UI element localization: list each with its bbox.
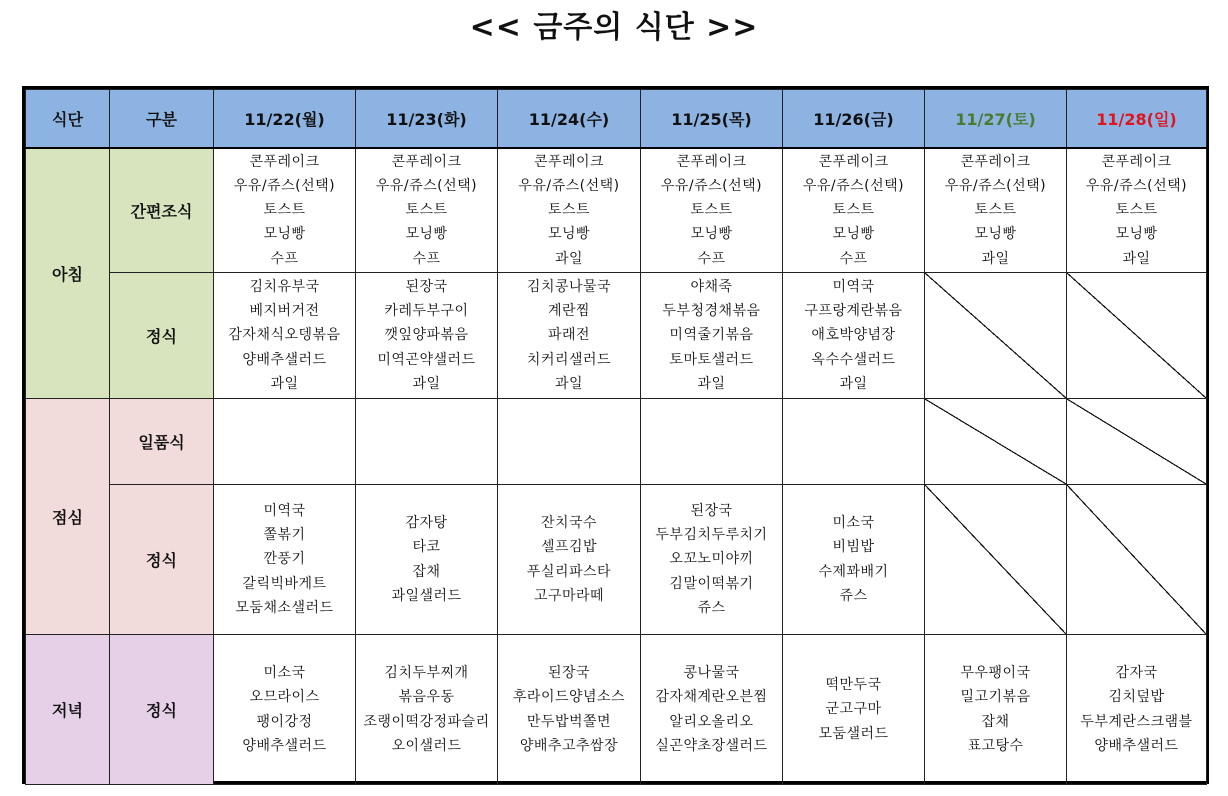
header-day-sunday: 11/28(일) — [1067, 90, 1207, 148]
menu-cell — [783, 273, 925, 399]
menu-item: 모둠샐러드 — [818, 725, 889, 742]
meal-label-lunch: 점심 — [26, 399, 110, 635]
menu-item: 양배추샐러드 — [1094, 737, 1179, 754]
header-day: 11/25(목) — [641, 90, 783, 148]
menu-item: 토스트 — [405, 202, 448, 219]
menu-items — [498, 275, 640, 396]
menu-item: 김말이떡볶기 — [669, 575, 754, 592]
menu-cell — [641, 148, 783, 273]
menu-item: 만두밥벅쫄면 — [526, 713, 612, 730]
menu-item: 토스트 — [1115, 202, 1158, 219]
menu-cell — [356, 635, 498, 785]
menu-items — [783, 673, 924, 746]
menu-cell — [214, 148, 356, 273]
menu-cell — [214, 635, 356, 785]
menu-cell — [498, 148, 641, 273]
menu-cell — [783, 485, 925, 635]
menu-item: 볶음우동 — [398, 689, 455, 706]
menu-item: 우유/쥬스(선택) — [802, 177, 905, 194]
menu-items — [783, 150, 924, 271]
menu-items — [641, 275, 782, 396]
menu-item: 토스트 — [690, 202, 733, 219]
menu-items — [214, 275, 355, 396]
menu-item: 과일 — [554, 250, 584, 267]
empty-menu-cell — [783, 399, 925, 485]
empty-menu-cell — [498, 399, 641, 485]
menu-item: 카레두부구이 — [384, 303, 469, 320]
weekly-menu-table — [25, 89, 1207, 785]
menu-item: 토스트 — [974, 202, 1017, 219]
menu-cell — [1067, 635, 1207, 785]
menu-item: 콘푸레이크 — [1101, 153, 1172, 170]
menu-item: 콩나물국 — [683, 664, 740, 681]
header-day: 11/23(화) — [356, 90, 498, 148]
menu-item: 잡채 — [412, 563, 441, 580]
menu-item: 두부계란스크램블 — [1080, 713, 1193, 730]
menu-items — [783, 511, 924, 608]
menu-item: 후라이드양념소스 — [512, 689, 626, 706]
meal-type-label: 일품식 — [110, 399, 214, 485]
menu-item: 감자채계란오븐찜 — [655, 689, 768, 706]
menu-item: 무우팽이국 — [960, 664, 1031, 681]
menu-item: 오이샐러드 — [391, 737, 462, 754]
menu-items — [356, 150, 497, 271]
header-type-col: 구분 — [110, 90, 214, 148]
no-service-cell — [1067, 485, 1207, 635]
menu-item: 감자채식오뎅볶음 — [228, 327, 341, 344]
page-title: << 금주의 식단 >> — [469, 10, 759, 45]
empty-menu-cell — [356, 399, 498, 485]
menu-item: 옥수수샐러드 — [811, 351, 896, 368]
menu-item: 구프랑계란볶음 — [804, 303, 903, 320]
menu-row-breakfast-1 — [26, 273, 1207, 399]
header-day: 11/26(금) — [783, 90, 925, 148]
menu-item: 수제꽈배기 — [818, 563, 889, 580]
menu-items — [783, 275, 924, 396]
menu-item: 밀고기볶음 — [960, 689, 1031, 706]
menu-cell — [498, 273, 641, 399]
menu-items — [641, 150, 782, 271]
menu-item: 김치덮밥 — [1108, 689, 1165, 706]
menu-row-breakfast-0 — [26, 148, 1207, 273]
menu-item: 콘푸레이크 — [249, 153, 320, 170]
menu-items — [214, 150, 355, 271]
menu-items — [356, 661, 497, 758]
header-day: 11/24(수) — [498, 90, 641, 148]
header-row — [26, 90, 1207, 148]
menu-cell — [214, 485, 356, 635]
menu-item: 모닝빵 — [405, 226, 448, 243]
menu-cell — [783, 148, 925, 273]
menu-cell — [925, 148, 1067, 273]
menu-item: 과일 — [981, 250, 1010, 267]
menu-items — [925, 150, 1066, 271]
menu-item: 푸실리파스타 — [526, 563, 612, 580]
menu-item: 과일 — [270, 375, 299, 392]
menu-item: 된장국 — [547, 664, 591, 681]
menu-item: 떡만두국 — [825, 677, 882, 694]
menu-cell — [498, 635, 641, 785]
menu-item: 토마토샐러드 — [669, 351, 754, 368]
meal-type-label: 정식 — [110, 635, 214, 785]
menu-item: 알리오올리오 — [669, 713, 754, 730]
menu-item: 수프 — [697, 250, 726, 267]
menu-item: 과일샐러드 — [391, 587, 462, 604]
menu-item: 우유/쥬스(선택) — [1085, 177, 1188, 194]
menu-item: 된장국 — [690, 502, 733, 519]
menu-item: 표고탕수 — [967, 737, 1024, 754]
menu-item: 미역줄기볶음 — [669, 327, 754, 344]
menu-items — [356, 511, 497, 608]
menu-item: 비빔밥 — [832, 539, 875, 556]
menu-item: 우유/쥬스(선택) — [518, 177, 620, 194]
menu-item: 우유/쥬스(선택) — [375, 177, 478, 194]
meal-type-label: 정식 — [110, 485, 214, 635]
menu-items — [1067, 150, 1206, 271]
menu-item: 모닝빵 — [832, 226, 875, 243]
menu-item: 과일 — [412, 375, 441, 392]
menu-item: 미소국 — [832, 514, 875, 531]
menu-item: 오므라이스 — [249, 689, 320, 706]
menu-table-frame — [22, 86, 1209, 784]
no-service-cell — [1067, 399, 1207, 485]
menu-item: 쥬스 — [839, 587, 868, 604]
menu-item: 두부김치두루치기 — [655, 527, 768, 544]
menu-cell — [498, 485, 641, 635]
menu-row-lunch-1 — [26, 485, 1207, 635]
header-meal-col: 식단 — [26, 90, 110, 148]
menu-item: 감자국 — [1115, 664, 1158, 681]
menu-items — [925, 661, 1066, 758]
menu-item: 김치콩나물국 — [526, 278, 612, 295]
menu-cell — [783, 635, 925, 785]
menu-cell — [1067, 148, 1207, 273]
menu-item: 오꼬노미야끼 — [669, 551, 754, 568]
header-day: 11/22(월) — [214, 90, 356, 148]
menu-cell — [356, 273, 498, 399]
menu-item: 미소국 — [263, 664, 306, 681]
menu-item: 토스트 — [547, 202, 591, 219]
menu-items — [356, 275, 497, 396]
menu-item: 수프 — [270, 250, 299, 267]
menu-items — [1067, 661, 1206, 758]
menu-item: 모닝빵 — [690, 226, 733, 243]
no-service-cell — [1067, 273, 1207, 399]
menu-item: 양배추고추쌈장 — [519, 737, 619, 754]
menu-item: 갈릭빅바게트 — [242, 575, 327, 592]
menu-body — [26, 148, 1207, 785]
menu-item: 야채죽 — [690, 278, 733, 295]
header-day-saturday: 11/27(토) — [925, 90, 1067, 148]
menu-item: 팽이강정 — [256, 713, 313, 730]
menu-item: 토스트 — [832, 202, 875, 219]
menu-items — [498, 150, 640, 271]
menu-item: 된장국 — [405, 278, 448, 295]
menu-item: 우유/쥬스(선택) — [944, 177, 1047, 194]
menu-item: 콘푸레이크 — [960, 153, 1031, 170]
menu-item: 김치유부국 — [249, 278, 320, 295]
menu-item: 양배추샐러드 — [242, 737, 327, 754]
menu-item: 조랭이떡강정파슬리 — [363, 713, 490, 730]
menu-item: 김치두부찌개 — [384, 664, 469, 681]
menu-item: 콘푸레이크 — [533, 153, 605, 170]
meal-type-label: 간편조식 — [110, 148, 214, 273]
menu-item: 미역국 — [263, 502, 306, 519]
menu-item: 실곤약초장샐러드 — [655, 737, 768, 754]
menu-item: 과일 — [697, 375, 726, 392]
menu-cell — [641, 273, 783, 399]
menu-items — [214, 661, 355, 758]
menu-item: 감자탕 — [405, 514, 448, 531]
menu-item: 콘푸레이크 — [391, 153, 462, 170]
no-service-cell — [925, 485, 1067, 635]
menu-items — [498, 511, 640, 608]
menu-item: 수프 — [412, 250, 441, 267]
menu-item: 쫄볶기 — [263, 527, 306, 544]
menu-item: 타코 — [412, 539, 441, 556]
menu-item: 쥬스 — [697, 599, 726, 616]
empty-menu-cell — [641, 399, 783, 485]
menu-item: 수프 — [839, 250, 868, 267]
menu-item: 계란찜 — [547, 303, 591, 320]
menu-item: 깐풍기 — [263, 551, 306, 568]
menu-cell — [925, 635, 1067, 785]
menu-item: 과일 — [1122, 250, 1151, 267]
menu-item: 미역국 — [832, 278, 875, 295]
menu-item: 양배추샐러드 — [242, 351, 327, 368]
menu-item: 고구마라떼 — [533, 587, 605, 604]
menu-item: 과일 — [554, 375, 584, 392]
menu-item: 모닝빵 — [263, 226, 306, 243]
menu-item: 과일 — [839, 375, 868, 392]
menu-item: 토스트 — [263, 202, 306, 219]
menu-items — [641, 499, 782, 620]
meal-type-label: 정식 — [110, 273, 214, 399]
menu-items — [214, 499, 355, 620]
menu-cell — [641, 635, 783, 785]
no-service-cell — [925, 399, 1067, 485]
no-service-cell — [925, 273, 1067, 399]
menu-cell — [641, 485, 783, 635]
menu-item: 모둠채소샐러드 — [235, 599, 334, 616]
menu-item: 잡채 — [981, 713, 1010, 730]
menu-cell — [214, 273, 356, 399]
menu-item: 콘푸레이크 — [818, 153, 889, 170]
menu-item: 미역곤약샐러드 — [377, 351, 476, 368]
menu-row-dinner-0 — [26, 635, 1207, 785]
menu-items — [641, 661, 782, 758]
menu-cell — [356, 148, 498, 273]
menu-item: 깻잎양파볶음 — [384, 327, 469, 344]
menu-item: 파래전 — [547, 327, 591, 344]
menu-item: 모닝빵 — [547, 226, 591, 243]
menu-item: 모닝빵 — [1115, 226, 1158, 243]
menu-item: 두부청경채볶음 — [662, 303, 761, 320]
menu-row-lunch-0 — [26, 399, 1207, 485]
menu-item: 우유/쥬스(선택) — [233, 177, 336, 194]
empty-menu-cell — [214, 399, 356, 485]
menu-item: 치커리샐러드 — [526, 351, 612, 368]
menu-item: 군고구마 — [825, 701, 882, 718]
meal-label-dinner: 저녁 — [26, 635, 110, 785]
menu-item: 잔치국수 — [540, 514, 598, 531]
menu-item: 콘푸레이크 — [676, 153, 747, 170]
menu-item: 셀프김밥 — [540, 539, 598, 556]
meal-label-breakfast: 아침 — [26, 148, 110, 399]
menu-item: 애호박양념장 — [811, 327, 896, 344]
menu-item: 베지버거전 — [249, 303, 320, 320]
menu-item: 모닝빵 — [974, 226, 1017, 243]
menu-items — [498, 661, 640, 758]
menu-item: 우유/쥬스(선택) — [660, 177, 763, 194]
menu-cell — [356, 485, 498, 635]
